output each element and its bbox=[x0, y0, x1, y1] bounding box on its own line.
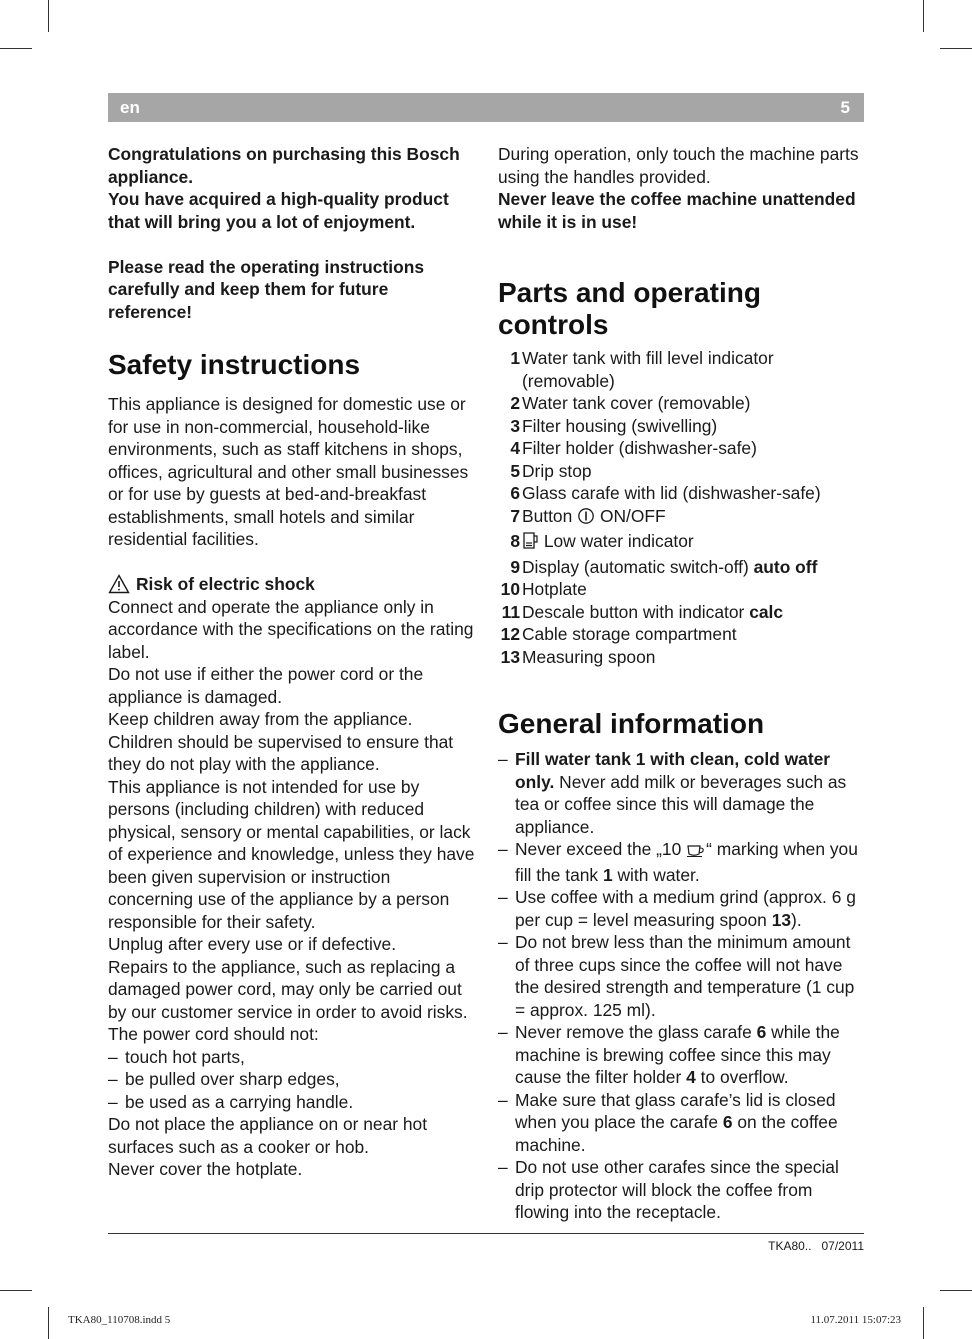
list-item: 2 Water tank cover (removable) bbox=[510, 393, 751, 413]
crop-mark bbox=[0, 48, 32, 49]
crop-mark bbox=[940, 1290, 972, 1291]
closing-paragraph: Do not place the appliance on or near hot surfaces such as a cooker or hob. bbox=[108, 1114, 428, 1157]
crop-mark bbox=[923, 0, 924, 32]
crop-mark bbox=[0, 1290, 32, 1291]
low-water-icon bbox=[522, 531, 539, 556]
list-item: 4 Filter holder (dishwasher-safe) bbox=[510, 438, 757, 458]
list-item: – touch hot parts, bbox=[108, 1046, 245, 1067]
crop-mark bbox=[48, 0, 49, 32]
footer-divider bbox=[108, 1233, 864, 1234]
intro-congrats: Congratulations on purchasing this Bosch appliance. bbox=[108, 144, 460, 187]
print-slug-timestamp: 11.07.2011 15:07:23 bbox=[810, 1314, 901, 1326]
list-item: 9 Display (automatic switch-off) auto off bbox=[510, 556, 818, 577]
handles-note: During operation, only touch the machine parts using the handles provided. bbox=[498, 144, 859, 187]
list-item: 1 Water tank with fill level indicator (removable) bbox=[510, 348, 774, 391]
list-item: 5 Drip stop bbox=[510, 460, 592, 481]
safety-usage-paragraph: This appliance is designed for domestic use or for use in non-commercial, household-like environments, such as staff kitchens in shops, offices, agricultural and other small businesses or for use by guests at bed-and-breakfast establishments, small hotels and similar residential facilities. bbox=[108, 394, 469, 549]
risk-paragraph: Connect and operate the appliance only in accordance with the specifications on the rating label. bbox=[108, 596, 474, 662]
general-heading: General information bbox=[498, 708, 765, 739]
unattended-warning: Never leave the coffee machine unattended while it is in use! bbox=[498, 189, 856, 232]
language-code: en bbox=[120, 97, 140, 117]
list-item: – Do not brew less than the minimum amount of three cups since the coffee will not have the desired strength and temperature (1 cup = approx. 125 ml). bbox=[498, 932, 855, 1020]
left-column bbox=[108, 143, 476, 1181]
risk-heading bbox=[108, 573, 476, 596]
list-item: – Use coffee with a medium grind (approx. 6 g per cup = level measuring spoon 13). bbox=[498, 887, 856, 930]
list-item: 8 Low water indicator bbox=[498, 530, 866, 556]
risk-paragraph: The power cord should not: bbox=[108, 1024, 319, 1044]
power-button-icon bbox=[577, 507, 595, 531]
crop-mark bbox=[48, 1307, 49, 1339]
power-cord-list bbox=[108, 1046, 476, 1114]
parts-list bbox=[498, 347, 866, 668]
list-item: 7 Button ON/OFF bbox=[498, 505, 866, 531]
parts-heading: Parts and operating controls bbox=[498, 277, 761, 340]
cup-icon bbox=[686, 841, 706, 864]
read-instructions-note: Please read the operating instructions carefully and keep them for future reference! bbox=[108, 256, 425, 322]
list-item: – Never exceed the „10 “ marking when you fill the tank 1 with water. bbox=[498, 839, 858, 885]
risk-paragraph: Do not use if either the power cord or the appliance is damaged. bbox=[108, 664, 424, 707]
risk-paragraph: Keep children away from the appliance. bbox=[108, 709, 413, 729]
risk-title: Risk of electric shock bbox=[136, 574, 315, 594]
page-header-bar bbox=[108, 93, 864, 122]
list-item: – be pulled over sharp edges, bbox=[108, 1069, 340, 1089]
risk-paragraph: Children should be supervised to ensure that they do not play with the appliance. bbox=[108, 731, 454, 774]
page-number: 5 bbox=[840, 97, 850, 117]
list-item: – Never remove the glass carafe 6 while the machine is brewing coffee since this may cause the filter holder 4 to overflow. bbox=[498, 1022, 840, 1087]
list-item: 11 Descale button with indicator calc bbox=[501, 601, 784, 622]
intro-quality: You have acquired a high-quality product that will bring you a lot of enjoyment. bbox=[108, 189, 449, 232]
list-item: 10 Hotplate bbox=[500, 579, 587, 599]
warning-triangle-icon bbox=[108, 574, 130, 594]
risk-paragraph: Unplug after every use or if defective. bbox=[108, 934, 397, 954]
risk-paragraph: This appliance is not intended for use by persons (including children) with reduced physical, sensory or mental capabilities, or lack of experience and knowledge, unless they have been given supervision or instruction concerning use of the appliance by a person responsible for their safety. bbox=[108, 776, 475, 932]
print-slug-file: TKA80_110708.indd 5 bbox=[68, 1314, 171, 1326]
model-number: TKA80.. bbox=[768, 1239, 812, 1253]
list-item: – be used as a carrying handle. bbox=[108, 1091, 354, 1112]
list-item: – Make sure that glass carafe’s lid is closed when you place the carafe 6 on the coffee machine. bbox=[498, 1089, 838, 1155]
list-item: – Fill water tank 1 with clean, cold water only. Never add milk or beverages such as tea or coffee since this will damage the appliance. bbox=[498, 749, 847, 837]
list-item: 3 Filter housing (swivelling) bbox=[510, 415, 718, 436]
list-item: 13 Measuring spoon bbox=[500, 646, 656, 667]
risk-paragraph: Repairs to the appliance, such as replacing a damaged power cord, may only be carried out by our customer service in order to avoid risks. bbox=[108, 956, 468, 1022]
list-item: 12 Cable storage compartment bbox=[500, 624, 737, 644]
safety-heading: Safety instructions bbox=[108, 349, 361, 380]
list-item: – Do not use other carafes since the special drip protector will block the coffee from flowing into the receptacle. bbox=[498, 1157, 839, 1222]
crop-mark bbox=[940, 48, 972, 49]
list-item: 6 Glass carafe with lid (dishwasher-safe) bbox=[510, 483, 821, 503]
footer-model-date bbox=[768, 1239, 864, 1253]
closing-paragraph: Never cover the hotplate. bbox=[108, 1159, 303, 1179]
general-info-list bbox=[498, 748, 866, 1224]
crop-mark bbox=[923, 1307, 924, 1339]
edition-date: 07/2011 bbox=[821, 1239, 864, 1253]
right-column bbox=[498, 143, 866, 1224]
